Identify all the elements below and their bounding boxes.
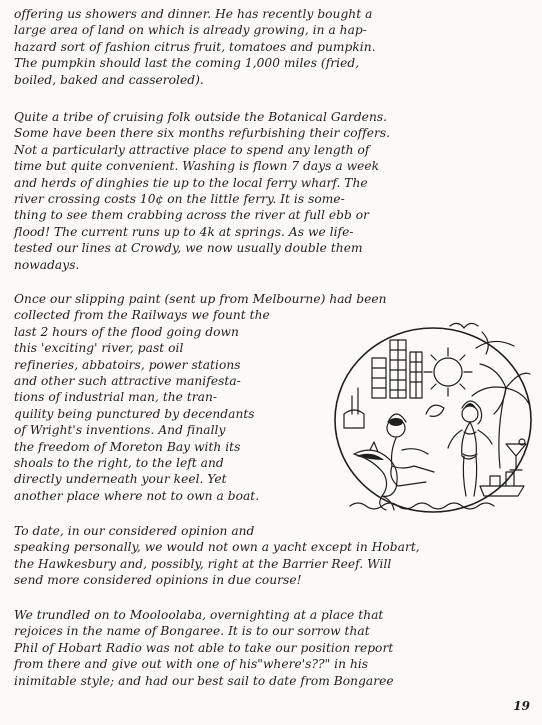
text-line: and herds of dinghies tie up to the local ferry wharf. The bbox=[14, 175, 368, 190]
text-line: from there and give out with one of his"where's??" in his bbox=[14, 657, 369, 672]
text-line: the Hawkesbury and, possibly, right at the Barrier Reef. Will bbox=[14, 556, 392, 571]
brisbane-collage-illustration bbox=[330, 318, 536, 528]
text-line: Phil of Hobart Radio was not able to take our position report bbox=[14, 640, 394, 655]
paragraph-1 bbox=[14, 6, 534, 88]
text-line: The pumpkin should last the coming 1,000 miles (fried, bbox=[14, 56, 360, 71]
text-line: offering us showers and dinner. He has recently bought a bbox=[14, 7, 373, 21]
text-line: boiled, baked and casseroled). bbox=[14, 72, 204, 87]
text-line: the freedom of Moreton Bay with its bbox=[14, 439, 241, 454]
text-line: this 'exciting' river, past oil bbox=[14, 341, 184, 356]
text-line: We trundled on to Mooloolaba, overnighting at a place that bbox=[14, 608, 384, 622]
text-line: another place where not to own a boat. bbox=[14, 488, 260, 503]
text-line: send more considered opinions in due course! bbox=[14, 573, 302, 588]
text-line: flood! The current runs up to 4k at springs. As we life- bbox=[14, 224, 354, 239]
paragraph-5 bbox=[14, 607, 534, 689]
text-line: directly underneath your keel. Yet bbox=[14, 472, 227, 487]
page-number: 19 bbox=[513, 699, 530, 713]
text-line: time but quite convenient. Washing is flown 7 days a week bbox=[14, 159, 380, 174]
text-line: and other such attractive manifesta- bbox=[14, 373, 241, 388]
text-line: refineries, abbatoirs, power stations bbox=[14, 357, 241, 372]
text-line: rejoices in the name of Bongaree. It is to our sorrow that bbox=[14, 624, 370, 639]
text-line: Not a particularly attractive place to spend any length of bbox=[14, 142, 370, 157]
text-line: To date, in our considered opinion and bbox=[14, 524, 255, 538]
text-line: shoals to the right, to the left and bbox=[14, 455, 224, 470]
text-line: Some have been there six months refurbishing their coffers. bbox=[14, 126, 391, 141]
paragraph-2 bbox=[14, 109, 534, 273]
paragraph-4 bbox=[14, 523, 534, 589]
text-line: thing to see them crabbing across the river at full ebb or bbox=[14, 208, 369, 223]
text-line: large area of land on which is already growing, in a hap- bbox=[14, 23, 367, 38]
text-line: of Wright's inventions. And finally bbox=[14, 423, 226, 438]
text-line: quility being punctured by decendants bbox=[14, 406, 255, 421]
text-line: tested our lines at Crowdy, we now usually double them bbox=[14, 241, 363, 256]
text-line: inimitable style; and had our best sail to date from Bongaree bbox=[14, 673, 394, 688]
text-line: last 2 hours of the flood going down bbox=[14, 324, 239, 339]
text-line: Quite a tribe of cruising folk outside the Botanical Gardens. bbox=[14, 110, 388, 124]
text-line: speaking personally, we would not own a yacht except in Hobart, bbox=[14, 540, 420, 555]
text-line: Once our slipping paint (sent up from Melbourne) had been bbox=[14, 292, 387, 306]
text-line: nowadays. bbox=[14, 257, 80, 272]
text-line: river crossing costs 10¢ on the little ferry. It is some- bbox=[14, 191, 345, 206]
text-line: hazard sort of fashion citrus fruit, tomatoes and pumpkin. bbox=[14, 39, 376, 54]
text-line: tions of industrial man, the tran- bbox=[14, 390, 218, 405]
text-line: collected from the Railways we fount the bbox=[14, 308, 270, 323]
